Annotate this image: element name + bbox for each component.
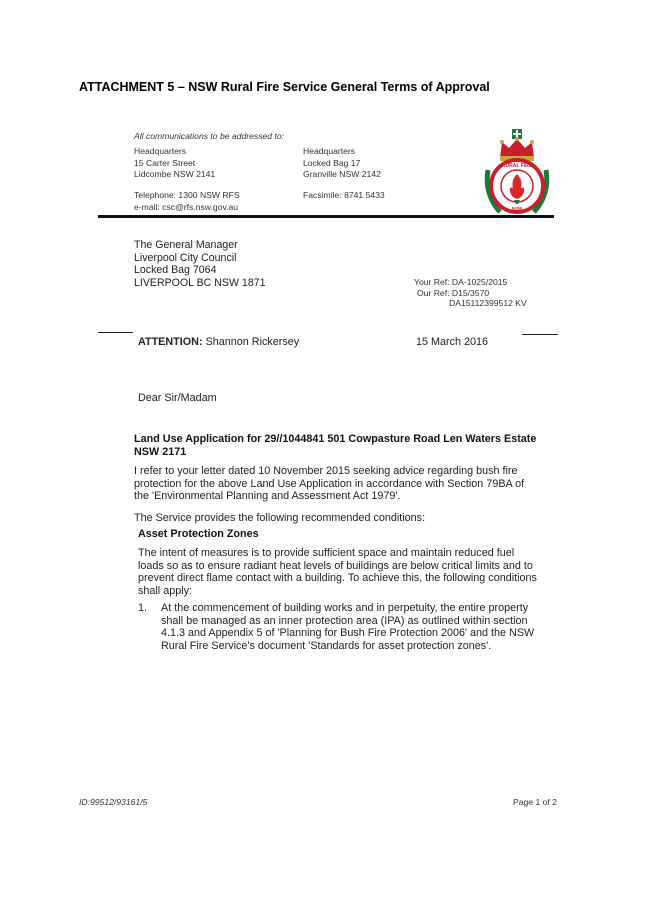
hq-address-2 — [303, 146, 381, 181]
recipient-line: Locked Bag 7064 — [134, 264, 217, 277]
subject-line: Land Use Application for 29//1044841 501 Cowpasture Road Len Waters Estate — [134, 433, 537, 445]
recipient-line: The General Manager — [134, 239, 238, 251]
paragraph-line: protection for the above Land Use Application in accordance with Section 79BA of — [134, 477, 525, 490]
list-line: shall be managed as an inner protection area (IPA) as outlined within section — [161, 614, 528, 627]
paragraph-line: loads so as to ensure radiant heat levels of buildings are below critical limits and to — [138, 559, 533, 572]
subject-heading — [134, 433, 536, 459]
attention-label: ATTENTION: — [138, 336, 203, 348]
salutation: Dear Sir/Madam — [138, 392, 217, 404]
hq1-line: Lidcombe NSW 2141 — [134, 169, 216, 180]
hq2-line: Headquarters — [303, 146, 356, 156]
rfs-logo — [478, 128, 556, 220]
list-number: 1. — [138, 602, 148, 614]
attention-rule-left — [98, 332, 133, 333]
paragraph-line: I refer to your letter dated 10 November 2015 seeking advice regarding bush fire — [134, 465, 518, 477]
paragraph-line: the 'Environmental Planning and Assessment Act 1979'. — [134, 490, 401, 503]
hq1-line: 15 Carter Street — [134, 157, 196, 168]
recipient-line: LIVERPOOL BC NSW 1871 — [134, 276, 266, 289]
paragraph-2: The Service provides the following recommended conditions: — [134, 512, 426, 524]
contact-phone-email — [134, 190, 240, 213]
attention-rule-right — [522, 334, 558, 335]
your-ref: Your Ref: DA-1025/2015 — [414, 277, 508, 287]
section-heading: Asset Protection Zones — [138, 528, 259, 540]
paragraph-3 — [138, 547, 537, 597]
hq2-line: Locked Bag 17 — [303, 157, 361, 168]
footer-page-number: Page 1 of 2 — [513, 797, 557, 807]
telephone: Telephone: 1300 NSW RFS — [134, 190, 240, 200]
paragraph-1 — [134, 465, 524, 503]
letter-date: 15 March 2016 — [416, 336, 489, 348]
hq1-line: Headquarters — [134, 146, 187, 156]
attention-line — [138, 336, 299, 349]
svg-text:RURAL FIRE: RURAL FIRE — [501, 163, 533, 169]
list-item — [161, 602, 534, 652]
rfs-crest-icon — [478, 128, 556, 220]
recipient-line: Liverpool City Council — [134, 251, 237, 264]
paragraph-line: The intent of measures is to provide sufficient space and maintain reduced fuel — [138, 547, 515, 559]
address-note: All communications to be addressed to: — [134, 131, 284, 141]
attachment-title: ATTACHMENT 5 – NSW Rural Fire Service General Terms of Approval — [79, 80, 490, 94]
list-line: 4.1.3 and Appendix 5 of 'Planning for Bush Fire Protection 2006' and the NSW — [161, 627, 535, 640]
paragraph-line: shall apply: — [138, 584, 193, 597]
footer-doc-id: ID:99512/93161/5 — [79, 797, 148, 807]
hq2-line: Granville NSW 2142 — [303, 169, 381, 180]
paragraph-line: prevent direct flame contact with a building. To achieve this, the following conditions — [138, 572, 537, 585]
our-ref: Our Ref: D15/3570 — [417, 288, 490, 298]
hq-address-1 — [134, 146, 215, 181]
subject-line: NSW 2171 — [134, 446, 187, 458]
list-line: Rural Fire Service's document 'Standards for asset protection zones'. — [161, 639, 492, 652]
facsimile: Facsimile: 8741 5433 — [303, 190, 385, 200]
list-line: At the commencement of building works and in perpetuity, the entire property — [161, 602, 529, 614]
da-ref: DA15112399512 KV — [449, 298, 527, 308]
email: e-mail: csc@rfs.nsw.gov.au — [134, 201, 239, 212]
svg-text:NSW: NSW — [511, 206, 523, 211]
letterhead-divider — [98, 215, 554, 218]
attention-name: Shannon Rickersey — [205, 336, 300, 348]
recipient-address — [134, 239, 266, 289]
